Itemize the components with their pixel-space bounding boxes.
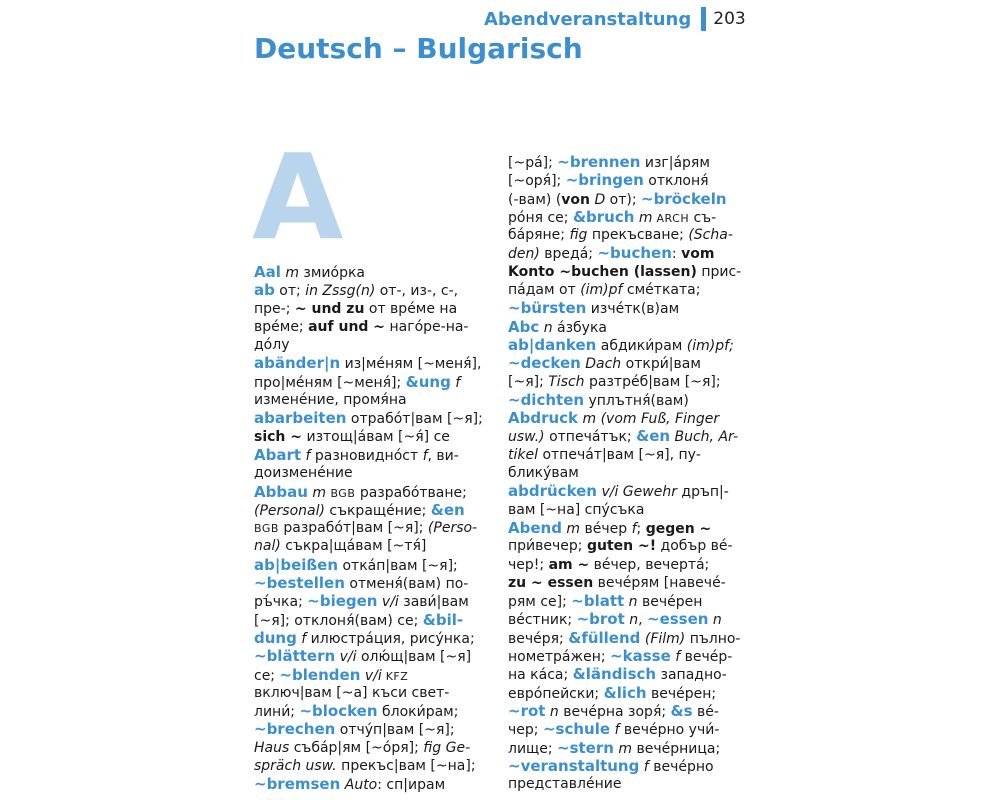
translation-text: на кáса; bbox=[508, 667, 573, 684]
translation-text: вéчер, вечертá; bbox=[589, 556, 710, 573]
entry-line bbox=[508, 775, 745, 793]
entry-line bbox=[508, 592, 745, 610]
translation-text: лище; bbox=[508, 740, 558, 757]
translation-text: [~я]; bbox=[508, 373, 549, 390]
entry-line bbox=[508, 244, 745, 262]
italic-label: f bbox=[422, 447, 428, 464]
translation-text: вé- bbox=[692, 703, 719, 720]
translation-text: уплътня́(вам) bbox=[584, 392, 689, 409]
headword: ab|beißen bbox=[254, 555, 339, 574]
smallcaps-label: BGB bbox=[254, 522, 279, 536]
translation-text: изг|áрям bbox=[640, 155, 710, 171]
bold-phrase: gegen ~ bbox=[645, 520, 712, 537]
italic-label: fig bbox=[569, 227, 588, 244]
translation-text: : сп|ирам bbox=[377, 777, 446, 794]
italic-label: f bbox=[301, 447, 311, 464]
headword: dung bbox=[254, 628, 297, 647]
entry-line bbox=[508, 190, 745, 208]
bold-phrase: von bbox=[561, 191, 590, 208]
italic-label: Buch, Ar- bbox=[670, 429, 739, 446]
italic-label: f bbox=[670, 649, 681, 666]
translation-text: пълно- bbox=[685, 630, 741, 647]
translation-text: вечéрна зоря́; bbox=[558, 703, 671, 720]
entry-line bbox=[254, 354, 489, 372]
italic-label: f bbox=[610, 722, 620, 739]
italic-label: nal) bbox=[254, 538, 281, 555]
italic-label: m bbox=[280, 265, 304, 281]
headword: ~biegen bbox=[307, 592, 378, 611]
translation-text: ; bbox=[636, 520, 646, 537]
entry-line bbox=[508, 409, 745, 427]
translation-text: прекъс|вам [~на]; bbox=[336, 758, 476, 775]
bold-phrase: auf und ~ bbox=[308, 318, 386, 335]
translation-text: ръ́чка; bbox=[254, 594, 308, 611]
translation-text: илюстрáция, рисýнка; bbox=[306, 630, 475, 647]
headword: &ung bbox=[405, 372, 451, 391]
entry-line bbox=[508, 665, 745, 683]
italic-label: n bbox=[624, 612, 639, 629]
italic-label: n bbox=[624, 594, 638, 611]
translation-text: пáдам от bbox=[508, 282, 581, 299]
translation-text: представлéние bbox=[508, 776, 622, 793]
headword: Abart bbox=[254, 445, 302, 464]
entry-line bbox=[254, 519, 489, 537]
translation-text: про|мéням [~меня́]; bbox=[254, 374, 406, 391]
translation-text: добър вé- bbox=[656, 538, 733, 555]
headword: ab|danken bbox=[508, 335, 597, 354]
section-letter: A bbox=[252, 128, 344, 266]
page-number: 203 bbox=[713, 9, 746, 29]
bold-phrase: Konto ~buchen (lassen) bbox=[508, 263, 697, 280]
translation-text: вам [~на] спýсъка bbox=[508, 501, 645, 518]
translation-text: вечéрно учи́- bbox=[619, 722, 720, 739]
italic-label: v/i Gewehr bbox=[597, 484, 677, 501]
entry-line bbox=[254, 409, 489, 427]
italic-label: in Zssg(n) bbox=[305, 283, 376, 300]
translation-text: вечéр- bbox=[680, 649, 733, 666]
entry-line bbox=[254, 501, 489, 519]
headword: ~bremsen bbox=[254, 775, 341, 794]
italic-label: (im)pf; bbox=[686, 337, 734, 354]
headword: abänder|n bbox=[254, 354, 341, 373]
italic-label: m bbox=[307, 484, 331, 501]
headword: ~rot bbox=[508, 701, 546, 720]
italic-label: den) bbox=[508, 246, 540, 263]
translation-text: при́вечер; bbox=[508, 538, 587, 555]
headword: ~dichten bbox=[508, 390, 585, 409]
dictionary-column-right bbox=[508, 153, 745, 793]
translation-text: вечéрям [навечé- bbox=[593, 574, 726, 591]
bold-phrase: vom bbox=[681, 246, 715, 263]
headword: ~blocken bbox=[299, 702, 378, 721]
translation-text: отменя́(вам) по- bbox=[344, 576, 469, 593]
headword: &s bbox=[670, 701, 693, 720]
entry-line bbox=[254, 483, 489, 501]
italic-label: (Film) bbox=[640, 630, 686, 647]
bold-phrase: ~ und zu bbox=[294, 300, 365, 317]
italic-label: f bbox=[631, 520, 637, 537]
translation-text: зави́|вам bbox=[398, 594, 469, 611]
headword: ~blenden bbox=[279, 665, 361, 684]
headword: ab bbox=[254, 281, 275, 300]
smallcaps-label: BGB bbox=[330, 486, 356, 500]
header-divider bbox=[701, 7, 706, 31]
entry-line bbox=[508, 482, 745, 500]
entry-line bbox=[254, 702, 489, 720]
entry-line bbox=[254, 629, 489, 647]
bold-phrase: sich ~ bbox=[254, 428, 303, 445]
translation-text: вечéрно bbox=[648, 758, 714, 775]
entry-line bbox=[254, 757, 489, 775]
entry-line bbox=[508, 208, 745, 226]
translation-text: смéтката; bbox=[622, 282, 701, 299]
translation-text: нагóре-на- bbox=[385, 318, 469, 335]
entry-line bbox=[254, 611, 489, 629]
entry-line bbox=[508, 263, 745, 281]
headword: Abend bbox=[508, 518, 562, 537]
smallcaps-label: ARCH bbox=[652, 211, 690, 225]
entry-line bbox=[254, 373, 489, 391]
entry-line bbox=[508, 427, 745, 445]
entry-line bbox=[254, 281, 489, 299]
headword: &en bbox=[636, 427, 671, 446]
entry-line bbox=[254, 647, 489, 665]
italic-label: m (vom Fuß, Finger bbox=[578, 411, 720, 428]
translation-text: áзбука bbox=[552, 319, 608, 336]
entry-line bbox=[254, 428, 489, 446]
entry-line bbox=[254, 464, 489, 482]
translation-text: доизменéние bbox=[254, 465, 353, 482]
entry-line bbox=[508, 720, 745, 738]
dictionary-column-left bbox=[254, 263, 489, 794]
translation-text: изчéтк(в)ам bbox=[586, 301, 680, 318]
entry-line bbox=[508, 354, 745, 372]
italic-label: f bbox=[639, 758, 649, 775]
headword: &en bbox=[430, 500, 465, 519]
entry-line bbox=[254, 336, 489, 354]
headword: ~bröckeln bbox=[641, 189, 727, 208]
entry-line bbox=[508, 629, 745, 647]
translation-text: съ- bbox=[689, 209, 717, 226]
translation-text: , ви- bbox=[427, 447, 459, 464]
translation-text: из|мéням [~меня́], bbox=[340, 356, 482, 373]
entry-line bbox=[508, 318, 745, 336]
headword: &bil- bbox=[422, 610, 464, 629]
headword: ~bürsten bbox=[508, 299, 587, 318]
translation-text: изменéние, промя́на bbox=[254, 392, 407, 409]
entry-line bbox=[254, 263, 489, 281]
smallcaps-label: KFZ bbox=[381, 669, 409, 683]
entry-line bbox=[508, 574, 745, 592]
translation-text: отрабóт|вам [~я]; bbox=[346, 411, 483, 428]
entry-line bbox=[508, 391, 745, 409]
translation-text: откáп|вам [~я]; bbox=[338, 557, 458, 574]
italic-label: m bbox=[561, 520, 581, 537]
entry-line bbox=[254, 537, 489, 555]
translation-text: рям се]; bbox=[508, 594, 572, 611]
entry-line bbox=[508, 537, 745, 555]
translation-text: вéстник; bbox=[508, 612, 577, 629]
running-header bbox=[484, 6, 746, 32]
headword: ~bringen bbox=[565, 171, 644, 190]
italic-label: f bbox=[296, 630, 307, 647]
headword: ~stern bbox=[557, 738, 614, 757]
translation-text: абдики́рам bbox=[596, 337, 687, 354]
translation-text: рóня се; bbox=[508, 209, 573, 226]
entry-line bbox=[254, 739, 489, 757]
entry-line bbox=[254, 556, 489, 574]
italic-label: (Personal) bbox=[254, 502, 325, 519]
entry-line bbox=[254, 318, 489, 336]
headword: abarbeiten bbox=[254, 409, 347, 428]
entry-line bbox=[254, 775, 489, 793]
italic-label: n bbox=[708, 612, 722, 629]
translation-text: от-, из-, с-, bbox=[375, 283, 459, 300]
entry-line bbox=[254, 720, 489, 738]
italic-label: Tisch bbox=[548, 373, 585, 390]
italic-label: Dach bbox=[580, 356, 622, 373]
headword: &ländisch bbox=[572, 665, 657, 684]
translation-text: съкра|щáвам [~тя́] bbox=[280, 538, 427, 555]
entry-line bbox=[508, 464, 745, 482]
headword: abdrücken bbox=[508, 482, 597, 501]
translation-text: олю́щ|вам [~я] bbox=[356, 649, 472, 666]
italic-label: (im)pf bbox=[580, 282, 623, 299]
translation-text: дóлу bbox=[254, 337, 290, 354]
entry-line bbox=[508, 739, 745, 757]
translation-text: лини́; bbox=[254, 704, 300, 721]
translation-text: включ|вам [~а] къси свет- bbox=[254, 684, 450, 701]
translation-text: еврóпейски; bbox=[508, 685, 604, 702]
translation-text: нометрáжен; bbox=[508, 649, 611, 666]
translation-text: прис- bbox=[696, 263, 742, 280]
entry-line bbox=[508, 684, 745, 702]
headword: &füllend bbox=[568, 628, 641, 647]
italic-label: spräch usw. bbox=[254, 758, 337, 775]
translation-text: [~рá]; bbox=[508, 155, 558, 171]
headword: ~bestellen bbox=[254, 574, 345, 593]
translation-text: отпечáт|вам [~я], пу- bbox=[538, 446, 701, 463]
translation-text: разтрéб|вам [~я]; bbox=[584, 373, 721, 390]
translation-text: вредá; bbox=[539, 246, 598, 263]
translation-text: от; bbox=[274, 283, 306, 300]
headword: ~kasse bbox=[610, 647, 671, 666]
translation-text: пре-; bbox=[254, 300, 295, 317]
translation-text: вечéрен; bbox=[646, 685, 717, 702]
headword: ~brennen bbox=[557, 153, 641, 171]
entry-line bbox=[508, 647, 745, 665]
entry-line bbox=[254, 391, 489, 409]
entry-line bbox=[508, 610, 745, 628]
entry-line bbox=[254, 666, 489, 684]
italic-label: D bbox=[590, 191, 606, 208]
entry-line bbox=[508, 446, 745, 464]
translation-text: от врéме на bbox=[364, 300, 458, 317]
italic-label: v/i bbox=[377, 594, 399, 611]
entry-line bbox=[508, 299, 745, 317]
headword: ~buchen bbox=[597, 244, 672, 263]
translation-text: (-вам) ( bbox=[508, 191, 562, 208]
italic-label: m bbox=[634, 209, 653, 226]
entry-line bbox=[508, 336, 745, 354]
headword: Abc bbox=[508, 317, 540, 336]
entry-line bbox=[508, 556, 745, 574]
entry-line bbox=[254, 574, 489, 592]
entry-line bbox=[508, 226, 745, 244]
headword: Abdruck bbox=[508, 409, 579, 428]
headword: &bruch bbox=[572, 207, 635, 226]
translation-text: се; bbox=[254, 667, 280, 684]
translation-text: чер!; bbox=[508, 556, 549, 573]
headword: Aal bbox=[254, 263, 281, 281]
italic-label: tikel bbox=[508, 446, 538, 463]
entry-line bbox=[508, 281, 745, 299]
translation-text: събáр|ям [~óря]; bbox=[289, 739, 424, 756]
headword: ~brechen bbox=[254, 720, 336, 739]
translation-text: вéчер bbox=[580, 520, 632, 537]
translation-text: , bbox=[638, 612, 648, 629]
translation-text: бликýвам bbox=[508, 465, 579, 482]
italic-label: v/i bbox=[360, 667, 382, 684]
translation-text: отпечáтък; bbox=[544, 429, 637, 446]
translation-text: прекъсване; bbox=[587, 227, 689, 244]
translation-text: змиóрка bbox=[303, 265, 366, 281]
headword: ~decken bbox=[508, 354, 581, 373]
italic-label: fig Ge- bbox=[423, 739, 471, 756]
entry-line bbox=[254, 592, 489, 610]
entry-line bbox=[508, 702, 745, 720]
translation-text: от); bbox=[605, 191, 642, 208]
translation-text: бáряне; bbox=[508, 227, 570, 244]
page-title: Deutsch – Bulgarisch bbox=[254, 32, 583, 65]
running-head: Abendveranstaltung bbox=[484, 8, 692, 30]
translation-text: разрабóтване; bbox=[355, 484, 467, 501]
headword: &lich bbox=[603, 683, 647, 702]
entry-line bbox=[508, 153, 745, 171]
entry-line bbox=[508, 373, 745, 391]
italic-label: n bbox=[545, 703, 559, 720]
translation-text: вечéря; bbox=[508, 630, 569, 647]
translation-text: отчýп|вам [~я]; bbox=[335, 722, 455, 739]
bold-phrase: guten ~! bbox=[586, 538, 657, 555]
italic-label: (Scha- bbox=[688, 227, 733, 244]
bold-phrase: am ~ bbox=[548, 556, 590, 573]
entry-line bbox=[508, 171, 745, 189]
translation-text: вечéрен bbox=[637, 594, 703, 611]
italic-label: Haus bbox=[254, 739, 290, 756]
translation-text: разрабóт|вам [~я]; bbox=[278, 520, 428, 537]
translation-text: вечéрница; bbox=[632, 740, 721, 757]
headword: ~veranstaltung bbox=[508, 756, 640, 775]
headword: ~schule bbox=[542, 720, 611, 739]
translation-text: [~я]; отклоня́(вам) се; bbox=[254, 612, 423, 629]
headword: Abbau bbox=[254, 482, 308, 501]
headword: ~blatt bbox=[571, 592, 625, 611]
translation-text: западно- bbox=[656, 667, 727, 684]
translation-text: дръп|- bbox=[676, 484, 729, 501]
translation-text: отклоня́ bbox=[643, 173, 709, 190]
headword: ~brot bbox=[576, 610, 625, 629]
translation-text: чер; bbox=[508, 722, 543, 739]
bold-phrase: zu ~ essen bbox=[508, 574, 594, 591]
italic-label: m bbox=[613, 740, 633, 757]
translation-text: откри́|вам bbox=[621, 356, 701, 373]
italic-label: Auto bbox=[340, 777, 378, 794]
italic-label: v/i bbox=[335, 649, 357, 666]
entry-line bbox=[508, 501, 745, 519]
entry-line bbox=[254, 446, 489, 464]
italic-label: f bbox=[450, 374, 461, 391]
headword: ~essen bbox=[647, 610, 709, 629]
headword: ~blättern bbox=[254, 647, 336, 666]
translation-text: съкращéние; bbox=[324, 502, 431, 519]
translation-text: изтощ|áвам [~я́] се bbox=[302, 428, 450, 445]
entry-line bbox=[508, 757, 745, 775]
italic-label: usw.) bbox=[508, 429, 545, 446]
translation-text: [~оря́]; bbox=[508, 173, 566, 190]
entry-line bbox=[508, 519, 745, 537]
italic-label: (Perso- bbox=[427, 520, 478, 537]
translation-text: врéме; bbox=[254, 318, 309, 335]
translation-text: : bbox=[671, 246, 682, 263]
italic-label: n bbox=[539, 319, 553, 336]
entry-line bbox=[254, 300, 489, 318]
translation-text: разновиднóст bbox=[310, 447, 423, 464]
entry-line bbox=[254, 684, 489, 702]
translation-text: блоки́рам; bbox=[377, 704, 459, 721]
